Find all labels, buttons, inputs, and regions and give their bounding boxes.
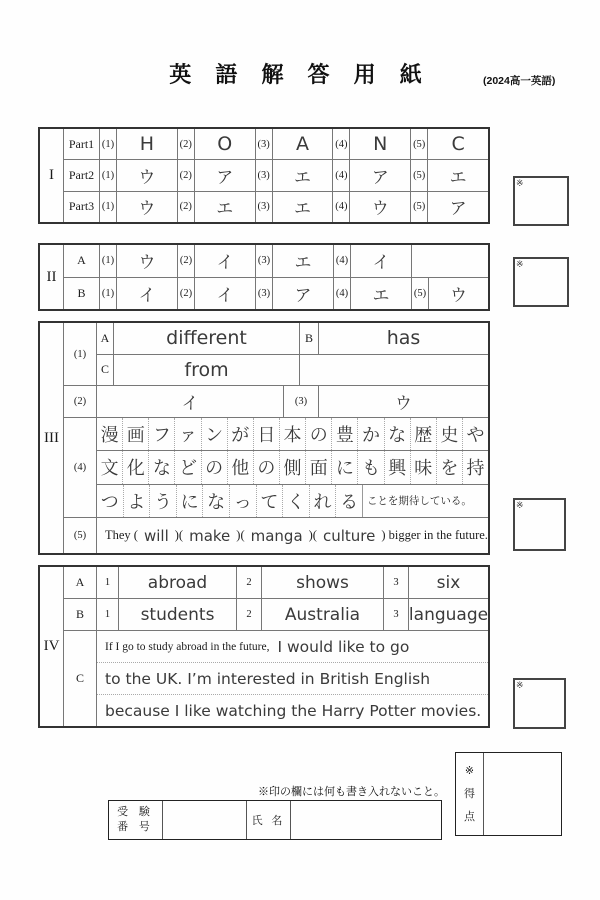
q5-blank2: make: [189, 526, 231, 545]
kanji-cell: 他: [227, 451, 253, 483]
empty-cell: [412, 245, 488, 277]
kanji-cell: も: [357, 451, 383, 483]
section-4-table: [38, 565, 490, 728]
answer-cell: from: [114, 355, 300, 386]
q4-row: [64, 417, 488, 517]
examinee-box: [108, 800, 442, 840]
row-a-label: A: [64, 245, 100, 277]
q5-row: [64, 517, 488, 553]
asterisk-mark: ※: [516, 680, 524, 690]
q5-blank4: culture: [322, 526, 376, 545]
row-b-label: B: [64, 599, 97, 630]
footer-note: ※印の欄には何も書き入れないこと。: [258, 786, 445, 798]
essay-text: to the UK. I’m interested in British English: [105, 669, 431, 688]
q-label: (4): [333, 129, 350, 159]
kanji-cell: を: [436, 451, 462, 483]
examinee-label-line2: 番 号: [117, 821, 154, 833]
essay-text: I would like to go: [277, 637, 410, 656]
kanji-cell: の: [253, 451, 279, 483]
kanji-cell: く: [282, 485, 309, 517]
answer-cell: students: [119, 599, 237, 630]
answer-cell: ウ: [350, 192, 411, 222]
row-b: [64, 598, 488, 630]
kanji-cell: に: [176, 485, 203, 517]
kanji-cell: 面: [305, 451, 331, 483]
section-1-label: I: [40, 129, 64, 222]
name-label: 氏 名: [247, 801, 291, 839]
q-label: (2): [178, 160, 195, 190]
answer-cell: エ: [351, 278, 412, 310]
q5-pre: They (: [105, 528, 138, 542]
essay-area: [97, 631, 488, 726]
essay-line-1: [97, 631, 488, 662]
answer-cell: エ: [273, 192, 334, 222]
q5-sep2: )(: [236, 528, 245, 542]
section-2-body: [64, 245, 488, 309]
q5-post: ) bigger in the future.: [381, 528, 488, 542]
answer-cell: O: [195, 129, 256, 159]
part3-row: [64, 191, 488, 222]
score-label: [456, 753, 484, 835]
q-label: (2): [178, 278, 195, 310]
q1-row: [64, 323, 488, 385]
kanji-cell: 文: [100, 458, 119, 480]
section-1-body: [64, 129, 488, 222]
q5-sep3: )(: [308, 528, 317, 542]
num-label: 2: [237, 567, 262, 598]
kanji-cell: 歴: [410, 418, 436, 450]
answer-cell: ア: [195, 160, 256, 190]
grading-box-section-4: [513, 678, 566, 729]
section-3-table: [38, 321, 490, 555]
answer-cell: イ: [195, 278, 256, 310]
q-label: (1): [100, 278, 117, 310]
q1-b-label: B: [300, 323, 319, 354]
q5-blank1: will: [143, 526, 169, 545]
kanji-cell: 豊: [331, 418, 357, 450]
kanji-cell: 持: [462, 451, 488, 483]
kanji-cell: っ: [229, 485, 256, 517]
section-2-table: [38, 243, 490, 311]
q1-grid: [97, 323, 488, 385]
q4-line2: [97, 450, 488, 483]
kanji-cell: て: [256, 485, 283, 517]
section-4-label: IV: [40, 567, 64, 726]
section-4-body: [64, 567, 488, 726]
row-c-label: C: [64, 631, 97, 726]
num-label: 1: [97, 567, 119, 598]
row-a-label: A: [64, 567, 97, 598]
kanji-cell: が: [227, 418, 253, 450]
num-label: 3: [384, 567, 409, 598]
name-field: [291, 801, 441, 839]
answer-cell: ア: [273, 278, 334, 310]
answer-cell: H: [117, 129, 178, 159]
q4-line3: [97, 484, 488, 517]
answer-cell: エ: [273, 245, 334, 277]
grading-box-section-2: [513, 257, 569, 307]
essay-text: because I like watching the Harry Potter movies.: [105, 701, 482, 720]
q-label: (3): [256, 278, 273, 310]
grading-box-section-3: [513, 498, 566, 551]
answer-cell: エ: [195, 192, 256, 222]
q1-row-ab: [97, 323, 488, 354]
q5-sentence: [97, 518, 488, 553]
examinee-number-field: [163, 801, 247, 839]
examinee-label-line1: 受 験: [117, 806, 154, 819]
q4-printed-tail: ことを期待している。: [362, 485, 488, 517]
q-label: (5): [411, 160, 428, 190]
q-label: (3): [256, 245, 273, 277]
kanji-cell: の: [305, 418, 331, 450]
num-label: 3: [384, 599, 409, 630]
kanji-cell: 味: [410, 451, 436, 483]
row-a: [64, 567, 488, 598]
answer-cell: abroad: [119, 567, 237, 598]
section-3-body: [64, 323, 488, 553]
row-c: [64, 630, 488, 726]
q4-grid: [97, 418, 488, 517]
answer-cell: イ: [117, 278, 178, 310]
num-label: 1: [97, 599, 119, 630]
kanji-cell: 画: [122, 418, 148, 450]
q1-row-c: [97, 354, 488, 386]
q-label: (5): [411, 129, 428, 159]
q2-label: (2): [64, 386, 97, 417]
answer-cell: language: [408, 604, 489, 625]
part1-row: [64, 129, 488, 159]
kanji-cell: つ: [100, 491, 119, 513]
kanji-cell: う: [149, 485, 176, 517]
q4-label: (4): [64, 418, 97, 517]
answer-cell: shows: [262, 567, 384, 598]
page-title: 英 語 解 答 用 紙: [169, 62, 431, 87]
answer-cell: different: [114, 323, 300, 354]
kanji-cell: な: [202, 485, 229, 517]
kanji-cell: ン: [201, 418, 227, 450]
q2-q3-row: [64, 385, 488, 417]
kanji-cell: な: [384, 418, 410, 450]
q-label: (4): [333, 192, 350, 222]
kanji-cell: れ: [309, 485, 336, 517]
kanji-cell: フ: [148, 418, 174, 450]
q5-blank3: manga: [250, 526, 303, 545]
part2-label: Part2: [64, 160, 100, 190]
q-label: (3): [256, 192, 273, 222]
q1-c-label: C: [97, 355, 114, 386]
q1-label: (1): [64, 323, 97, 385]
q5-label: (5): [64, 518, 97, 553]
answer-cell: N: [350, 129, 411, 159]
q-label: (5): [411, 192, 428, 222]
num-label: 2: [237, 599, 262, 630]
q3-label: (3): [284, 386, 319, 417]
essay-prompt: If I go to study abroad in the future,: [105, 640, 270, 653]
answer-cell: ア: [449, 199, 467, 220]
score-char: 得: [464, 787, 475, 800]
q-label: (1): [100, 160, 117, 190]
answer-cell: エ: [273, 160, 334, 190]
part2-row: [64, 159, 488, 190]
q-label: (1): [100, 129, 117, 159]
kanji-cell: ど: [174, 451, 200, 483]
answer-cell: six: [436, 572, 461, 593]
examinee-number-label: [109, 801, 163, 839]
row-a: [64, 245, 488, 277]
kanji-cell: 側: [279, 451, 305, 483]
q-label: (2): [178, 129, 195, 159]
q-label: (5): [412, 278, 429, 310]
answer-cell: A: [273, 129, 334, 159]
row-b-label: B: [64, 278, 100, 310]
kanji-cell: の: [201, 451, 227, 483]
answer-cell: ウ: [117, 192, 178, 222]
kanji-cell: な: [148, 451, 174, 483]
kanji-cell: に: [331, 451, 357, 483]
q-label: (2): [178, 245, 195, 277]
asterisk-mark: ※: [516, 259, 524, 269]
kanji-cell: 漫: [100, 425, 119, 447]
q4-line1: [97, 418, 488, 450]
asterisk-mark: ※: [516, 500, 524, 510]
score-char: 点: [464, 810, 475, 823]
kanji-cell: よ: [123, 485, 150, 517]
q1-a-label: A: [97, 323, 114, 354]
q-label: (3): [256, 129, 273, 159]
answer-cell: ウ: [117, 245, 178, 277]
answer-cell: イ: [97, 386, 284, 417]
empty-cell: [300, 355, 488, 386]
q-label: (1): [100, 245, 117, 277]
q-label: (3): [256, 160, 273, 190]
answer-cell: ア: [350, 160, 411, 190]
answer-cell: has: [386, 327, 421, 350]
part1-label: Part1: [64, 129, 100, 159]
kanji-cell: 本: [279, 418, 305, 450]
kanji-cell: 興: [384, 451, 410, 483]
kanji-cell: る: [335, 485, 362, 517]
essay-line-2: [97, 662, 488, 694]
kanji-cell: か: [357, 418, 383, 450]
section-3-label: III: [40, 323, 64, 553]
answer-cell: ウ: [117, 160, 178, 190]
q5-sep1: )(: [174, 528, 184, 542]
q-label: (4): [334, 278, 351, 310]
kanji-cell: 日: [253, 418, 279, 450]
section-1-table: [38, 127, 490, 224]
asterisk-mark: ※: [464, 765, 475, 778]
row-b: [64, 277, 488, 310]
kanji-cell: 化: [122, 451, 148, 483]
kanji-cell: ァ: [174, 418, 200, 450]
answer-cell: イ: [351, 245, 412, 277]
score-field: [484, 753, 561, 835]
q-label: (4): [333, 160, 350, 190]
answer-cell: ウ: [395, 394, 412, 414]
edition-label: (2024高一英語): [483, 75, 556, 87]
q-label: (2): [178, 192, 195, 222]
kanji-cell: や: [462, 418, 488, 450]
answer-cell: ウ: [450, 285, 467, 306]
q-label: (1): [100, 192, 117, 222]
asterisk-mark: ※: [516, 178, 524, 188]
score-box: [455, 752, 562, 836]
kanji-cell: 史: [436, 418, 462, 450]
grading-box-section-1: [513, 176, 569, 226]
section-2-label: II: [40, 245, 64, 309]
answer-cell: イ: [195, 245, 256, 277]
essay-line-3: [97, 694, 488, 726]
answer-cell: エ: [449, 167, 467, 188]
answer-cell: Australia: [262, 599, 384, 630]
q-label: (4): [334, 245, 351, 277]
answer-cell: C: [451, 133, 465, 156]
part3-label: Part3: [64, 192, 100, 222]
